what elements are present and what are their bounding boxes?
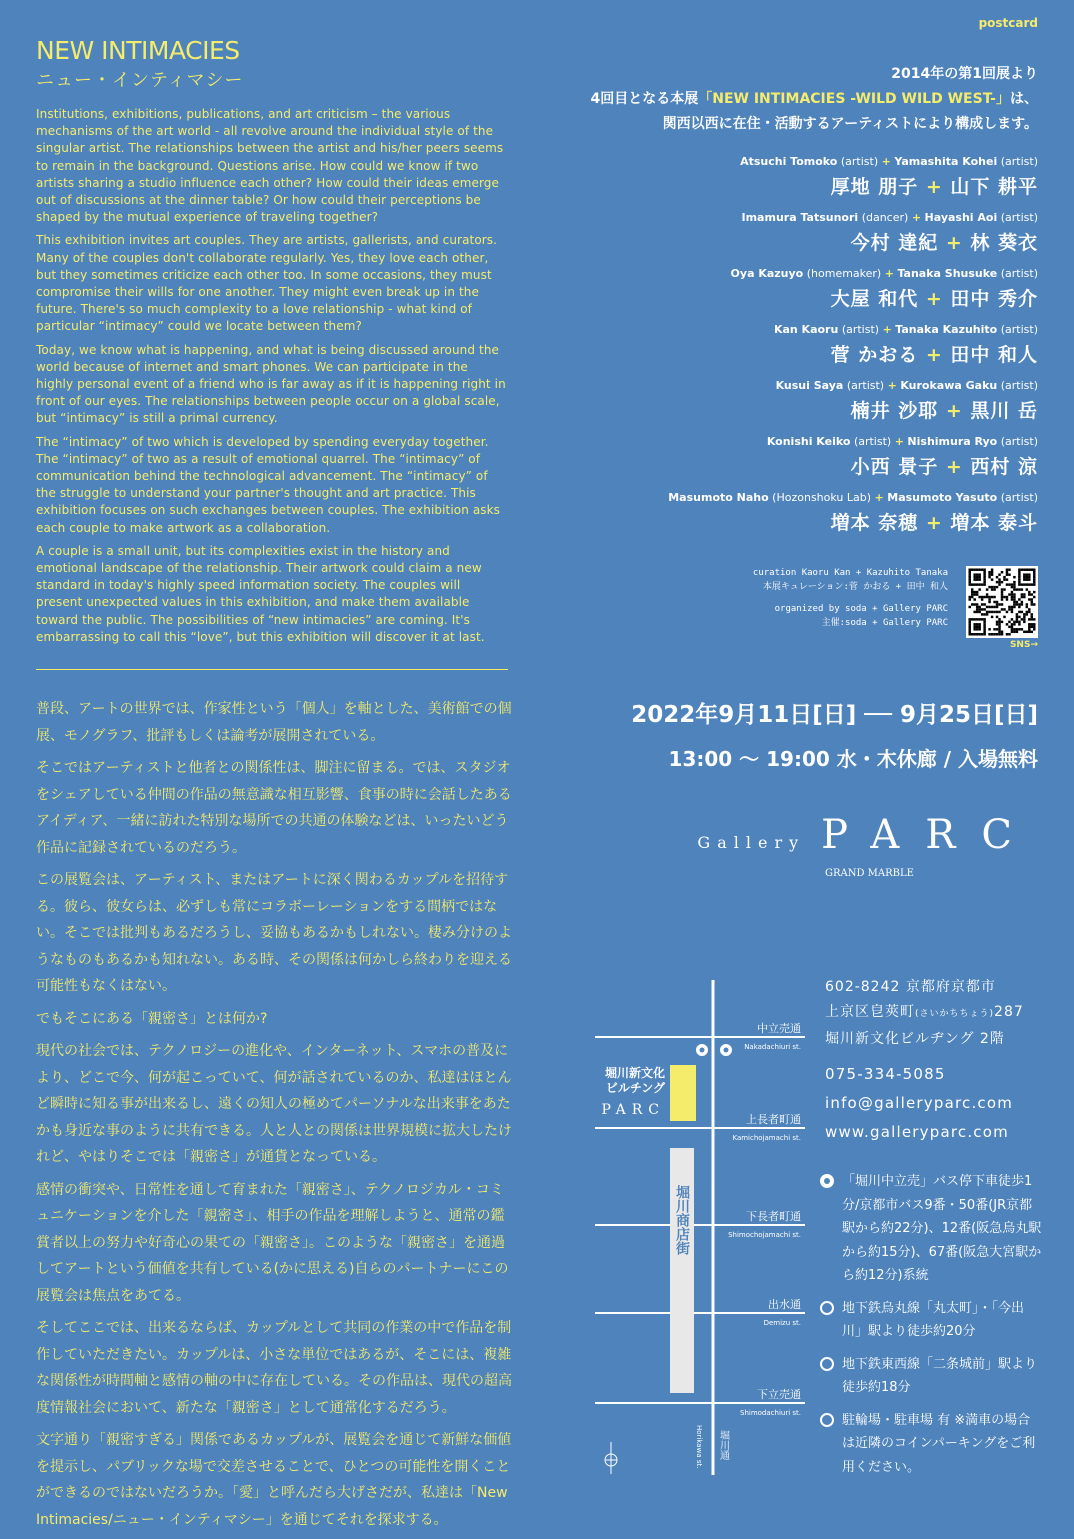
street-label-ja: 下長者町通 (746, 1210, 801, 1223)
artist-name-ja: 楠井 沙耶 (850, 400, 939, 422)
access-text: 駐輪場・駐車場 有 ※満車の場合は近隣のコインパーキングをご利用ください。 (842, 1412, 1036, 1475)
gallery-logo (638, 812, 1038, 858)
bus-stop-icon (820, 1174, 834, 1188)
intro-line (518, 87, 1038, 112)
logo-subtitle: GRAND MARBLE (825, 868, 914, 879)
plus-sign: + (874, 491, 884, 504)
credits (618, 566, 948, 630)
en-paragraph: A couple is a small unit, but its complexities exist in the history and emotional landscape of the relationship. Their artwork could claim a new standard in today's highly speed information society. The couples will present unexpected values in this exhibition, and make them available toward the public. The possibilities of “new intimacies” are coming. It's embarrassing to call this “love”, but this exhibition will discover it at last. (36, 543, 485, 644)
artist-name: Masumoto Naho (668, 491, 769, 504)
artist-pair-ja (558, 452, 1038, 482)
artist-pair (558, 320, 1038, 370)
website-link[interactable]: www.galleryparc.com (825, 1123, 1009, 1141)
en-paragraph: This exhibition invites art couples. They are artists, gallerists, and curators. Many of the couples don't collaborate regularly. Yes, they love each other, but they sometimes criticize each other too. In some occasions, they must compromise their wills for one another. They might even break up in the future. There's so much complexity to a love relationship - what kind of particular “intimacy” could we locate between them? (36, 233, 498, 334)
street-label-en: Nakadachiuri st. (744, 1043, 801, 1051)
artist-name: Kurokawa Gaku (900, 379, 998, 392)
artist-pair-ja (558, 228, 1038, 258)
artist-pair-ja (558, 284, 1038, 314)
artist-role: (artist) (853, 435, 892, 448)
artist-list (558, 152, 1038, 544)
artist-name-ja: 今村 達紀 (850, 232, 939, 254)
artist-name: Masumoto Yasuto (887, 491, 998, 504)
opening-hours: 13:00 〜 19:00 水・木休廊 / 入場無料 (668, 747, 1038, 771)
plus-sign: + (884, 267, 894, 280)
bus-stop-icon (700, 1048, 705, 1053)
access-map (595, 980, 815, 1475)
en-paragraph: The “intimacy” of two which is developed by spending everyday together. The “intimacy” of two as a result of emotional quarrel. The “intimacy” of communication behind the technological advancement. The “intimacy” of the struggle to understand your partner's thought and art practice. This exhibition focuses on such exchanges between couples. The exhibition asks each couple to make artwork as a collaboration. (36, 434, 501, 535)
title-english: NEW INTIMACIES (36, 36, 240, 65)
artist-role: (artist) (1000, 211, 1038, 224)
organizer-ja: 主催:soda + Gallery PARC (821, 618, 948, 628)
artist-name: Kusui Saya (775, 379, 844, 392)
ja-paragraph: そしてここでは、出来るならば、カップルとして共同の作業の中で作品を制作していただきたい。カップルは、小さな単位ではあるが、そこには、複雑な関係性が時間軸と感情の軸の中に存在している。その作品は、現代の超高度情報社会において、新たな「親密さ」として通常化するだろう。 (36, 1320, 512, 1416)
artist-pair-ja (558, 396, 1038, 426)
avenue-label-en: Horikawa st. (695, 1425, 703, 1469)
circle-icon (820, 1357, 834, 1371)
japanese-statement (36, 696, 514, 1539)
ja-paragraph: 文字通り「親密すぎる」関係であるカップルが、展覧会を通じて新鮮な価値を提示し、パブリックな場で交差させることで、ひとつの可能性を開くことができるのではないだろうか。「愛」と呼んだら大げさだが、私達は「New Intimacies/ニュー・インティマシー」を通じてそれを探求する。 (36, 1432, 512, 1528)
divider (36, 669, 508, 670)
phone-number[interactable]: 075-334-5085 (825, 1065, 946, 1083)
intro-line: 2014年の第1回展より (891, 66, 1038, 82)
building-label-2: ビルチング (605, 1081, 665, 1095)
building-label-3: PARC (601, 1102, 665, 1118)
postcard-tag: postcard (978, 16, 1038, 30)
artist-name-ja: 増本 奈穂 (830, 512, 919, 534)
access-item-subway (820, 1297, 1042, 1344)
exhibition-title-highlight: 「NEW INTIMACIES -WILD WILD WEST-」 (698, 91, 1010, 107)
artist-name: Hayashi Aoi (924, 211, 998, 224)
street-labels (695, 1021, 801, 1468)
intro-text (518, 62, 1038, 137)
artist-name: Konishi Keiko (766, 435, 851, 448)
artist-pair-en (558, 264, 1038, 284)
plus-sign: + (911, 211, 922, 224)
plus-sign: + (945, 400, 963, 422)
access-item-bus (820, 1170, 1042, 1288)
address-line: 堀川新文化ビルヂング 2階 (825, 1031, 1005, 1047)
ja-paragraph: この展覧会は、アーティスト、またはアートに深く関わるカップルを招待する。彼ら、彼女らは、必ずしも常にコラボーレーションをする間柄ではない。そこでは批判もあるだろうし、妥協もあるかもしれない。棲み分けのようなものもあるかも知れない。ある時、その関係は何かしら終わりを迎える可能性もなくはない。 (36, 872, 512, 994)
artist-name-ja: 菅 かおる (830, 344, 919, 366)
gallery-building (670, 1065, 696, 1121)
ja-paragraph: でもそこにある「親密さ」とは何か? (36, 1010, 268, 1027)
plus-sign: + (945, 456, 963, 478)
artist-role: (Hozonshoku Lab) (772, 491, 872, 504)
artist-name-ja: 増本 泰斗 (950, 512, 1038, 534)
street-label-en: Kamichojamachi st. (732, 1134, 801, 1142)
artist-pair (558, 208, 1038, 258)
artist-role: (artist) (1000, 267, 1038, 280)
plus-sign: + (925, 288, 943, 310)
artist-role: (artist) (1000, 323, 1038, 336)
artist-pair-en (558, 376, 1038, 396)
address-reading: (さいかちちょう) (915, 1009, 995, 1019)
artist-pair-ja (558, 340, 1038, 370)
artist-name: Imamura Tatsunori (741, 211, 859, 224)
circle-icon (820, 1413, 834, 1427)
artist-name: Yamashita Kohei (894, 155, 998, 168)
english-statement (36, 36, 508, 652)
street-label-ja: 中立売通 (757, 1022, 801, 1035)
email-link[interactable]: info@galleryparc.com (825, 1094, 1014, 1112)
street-label-en: Shimochojamachi st. (728, 1231, 801, 1239)
plus-sign: + (894, 435, 904, 448)
street-label-en: Shimodachiuri st. (740, 1409, 801, 1417)
artist-pair-en (558, 152, 1038, 172)
artist-name-ja: 小西 景子 (850, 456, 939, 478)
ja-paragraph: 普段、アートの世界では、作家性という「個人」を軸とした、美術館での個展、モノグラフ、批評もしくは論考が展開されている。 (36, 701, 512, 744)
bus-stop-icon (724, 1048, 729, 1053)
artist-name-ja: 林 葵衣 (970, 232, 1038, 254)
artist-pair (558, 264, 1038, 314)
access-text: 「堀川中立売」バス停下車徒歩1分/京都市バス9番・50番(JR京都駅から約22分)、12番(阪急烏丸駅から約15分)、67番(阪急大宮駅から約12分)系統 (842, 1174, 1042, 1283)
address-line: 602-8242 京都府京都市 (825, 979, 996, 995)
artist-pair (558, 488, 1038, 538)
artist-pair-en (558, 320, 1038, 340)
access-info (820, 1170, 1042, 1488)
artist-pair-ja (558, 508, 1038, 538)
intro-line: 関西以西に在住・活動するアーティストにより構成します。 (662, 116, 1038, 132)
address-line (825, 1000, 1045, 1027)
plus-sign: + (881, 155, 891, 168)
artist-role: (artist) (841, 323, 880, 336)
ja-paragraph: 感情の衝突や、日常性を通して育まれた「親密さ」、テクノロジカル・コミュニケーションを介した「親密さ」、相手の作品を理解しようと、通常の鑑賞者以上の努力や好奇心の果ての「親密さ」。このような「親密さ」を通過してアートという価値を共有している(かに思える)自らのパートナーにこの展覧会は焦点をあてる。 (36, 1181, 509, 1304)
street-label-ja: 出水通 (768, 1298, 801, 1311)
curation-en: curation Kaoru Kan + Kazuhito Tanaka (752, 568, 948, 578)
artist-name: Kan Kaoru (773, 323, 839, 336)
artist-pair (558, 432, 1038, 482)
access-text: 地下鉄東西線「二条城前」駅より徒歩約18分 (842, 1356, 1038, 1395)
logo-parc-word: PARC (821, 812, 1038, 858)
exhibition-dates: 2022年9月11日[日] ── 9月25日[日] (631, 702, 1038, 728)
plus-sign: + (945, 232, 963, 254)
en-paragraph: Today, we know what is happening, and what is being discussed around the world because of internet and smart phones. We can participate in the highly personal event of a friend who is far away as if it is happening right in front of our eyes. The relationships between people occur on a global scale, but “intimacy” is still a primal currency. (36, 342, 506, 426)
artist-role: (dancer) (861, 211, 909, 224)
title-japanese: ニュー・インティマシー (36, 70, 244, 91)
curation-ja: 本展キュレーション:菅 かおる + 田中 和人 (762, 582, 948, 592)
street-label-en: Demizu st. (763, 1319, 801, 1327)
plus-sign: + (925, 344, 943, 366)
artist-pair (558, 376, 1038, 426)
artist-pair-ja (558, 172, 1038, 202)
artist-name: Atsuchi Tomoko (740, 155, 838, 168)
plus-sign: + (925, 176, 943, 198)
artist-name-ja: 田中 秀介 (950, 288, 1038, 310)
artist-name: Tanaka Shusuke (897, 267, 998, 280)
artist-name-ja: 厚地 朋子 (830, 176, 919, 198)
artist-name: Oya Kazuyo (730, 267, 804, 280)
avenue-label-ja: 堀川通 (717, 1430, 729, 1460)
artist-name-ja: 山下 耕平 (950, 176, 1038, 198)
artist-name-ja: 黒川 岳 (970, 400, 1038, 422)
artist-role: (artist) (1000, 379, 1038, 392)
street-label-ja: 上長者町通 (746, 1113, 801, 1126)
qr-code[interactable] (966, 566, 1038, 638)
artist-pair-en (558, 432, 1038, 452)
artist-role: (artist) (1000, 435, 1038, 448)
address-part: 287 (994, 1004, 1024, 1020)
sns-link[interactable]: SNS→ (1009, 640, 1038, 650)
plus-sign: + (925, 512, 943, 534)
artist-name-ja: 田中 和人 (950, 344, 1038, 366)
plus-sign: + (882, 323, 892, 336)
arcade-label: 堀川商店街 (674, 1185, 690, 1255)
circle-icon (820, 1301, 834, 1315)
en-paragraph: Institutions, exhibitions, publications, and art criticism – the various mechanisms of the art world - all revolve around the individual style of the singular artist. The relationships between the artist and his/her peers seems to remain in the background. Questions arise. How could we know if two artists sharing a studio influence each other? How could their ideas emerge out of discussions at the dinner table? Or how could their perceptions be shaped by the mutual experience of traveling together? (36, 107, 504, 225)
artist-pair-en (558, 488, 1038, 508)
intro-text-part: は、 (1010, 91, 1038, 107)
artist-name-ja: 大屋 和代 (830, 288, 919, 310)
artist-role: (artist) (846, 379, 885, 392)
ja-paragraph: 現代の社会では、テクノロジーの進化や、インターネット、スマホの普及により、どこで今、何が起こっていて、何が話されているのか、私達はほとんど瞬時に知る事が出来るし、遠くの知人の極めてパーソナルな出来事をあたかも身近な事のように共有できる。人と人との関係は世界規模に拡大したけれど、やはりそこでは「親密さ」が通貨となっている。 (36, 1043, 512, 1165)
street-label-ja: 下立売通 (757, 1388, 801, 1401)
artist-pair (558, 152, 1038, 202)
artist-role: (artist) (840, 155, 879, 168)
gallery-address (825, 975, 1045, 1052)
intro-text-part: 4回目となる本展 (590, 91, 699, 107)
logo-gallery-word: Gallery (697, 833, 806, 852)
plus-sign: + (887, 379, 897, 392)
artist-role: (artist) (1000, 491, 1038, 504)
organizer-en: organized by soda + Gallery PARC (774, 604, 948, 614)
artist-name-ja: 西村 涼 (970, 456, 1038, 478)
artist-pair-en (558, 208, 1038, 228)
ja-paragraph: そこではアーティストと他者との関係性は、脚注に留まる。では、スタジオをシェアしている仲間の作品の無意識な相互影響、食事の時に会話したあるアイディア、一緒に訪れた特別な場所での共通の体験などは、いったいどう作品に記録されているのだろう。 (36, 760, 512, 856)
artist-role: (artist) (1000, 155, 1038, 168)
contact-info (825, 1060, 1013, 1147)
artist-role: (homemaker) (806, 267, 882, 280)
north-arrow-icon (605, 1442, 617, 1474)
address-part: 上京区皀莢町 (825, 1004, 915, 1020)
access-text: 地下鉄烏丸線「丸太町」・「今出川」駅より徒歩約20分 (842, 1300, 1025, 1339)
building-label-1: 堀川新文化 (604, 1066, 665, 1080)
artist-name: Tanaka Kazuhito (895, 323, 998, 336)
artist-name: Nishimura Ryo (907, 435, 998, 448)
access-item-subway (820, 1353, 1042, 1400)
access-item-parking (820, 1409, 1042, 1480)
